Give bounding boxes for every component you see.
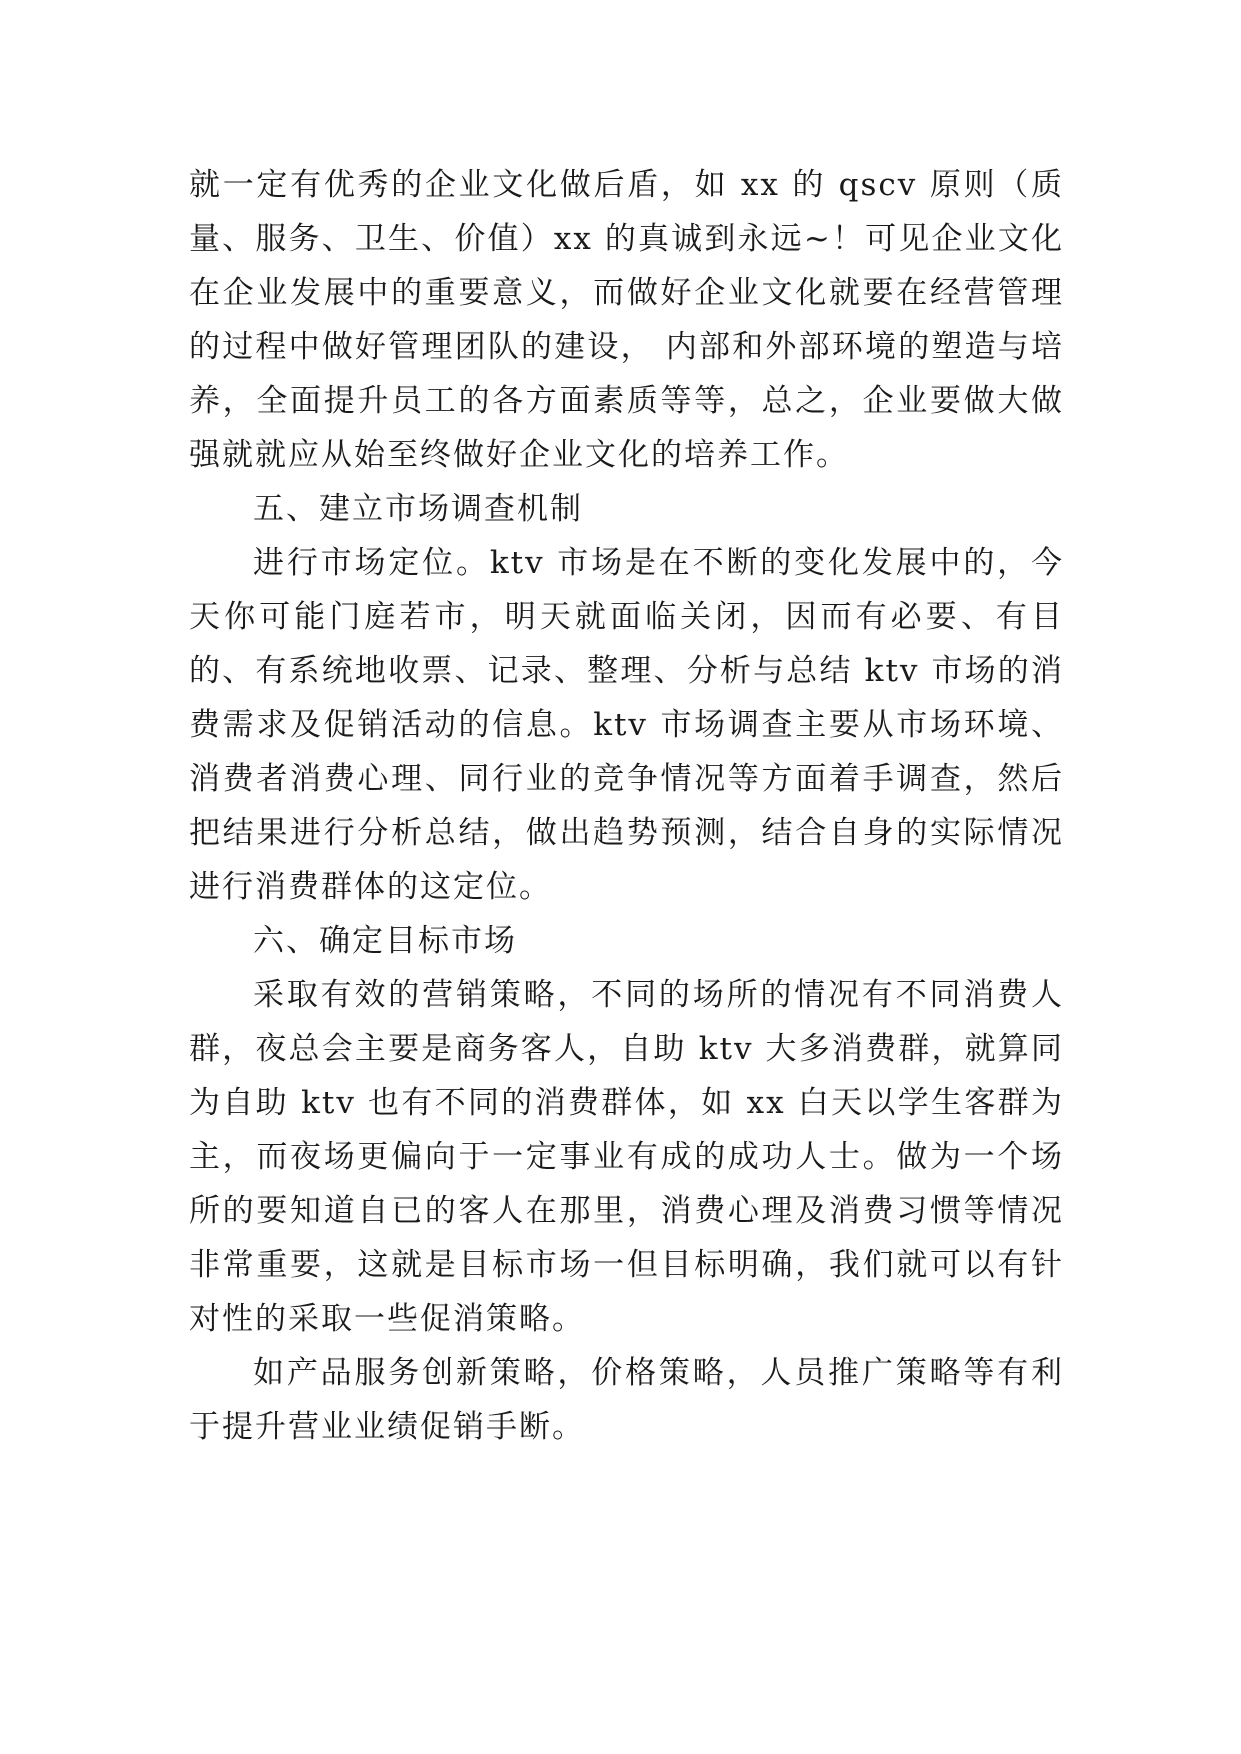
paragraph-promotion-strategy: 如产品服务创新策略，价格策略，人员推广策略等有利于提升营业业绩促销手断。 [189, 1355, 1064, 1445]
heading-market-research: 五、建立市场调查机制 [253, 491, 583, 527]
heading-target-market: 六、确定目标市场 [253, 923, 517, 959]
document-body [189, 158, 1064, 1454]
paragraph-enterprise-culture: 就一定有优秀的企业文化做后盾，如 xx 的 qscv 原则（质量、服务、卫生、价值）xx 的真诚到永远~！可见企业文化在企业发展中的重要意义，而做好企业文化就要在经营管理的过程中做好管理团队的建设， 内部和外部环境的塑造与培养，全面提升员工的各方面素质等等，总之，企业要做大做强就就应从始至终做好企业文化的培养工作。 [189, 167, 1064, 473]
paragraph-market-positioning: 进行市场定位。ktv 市场是在不断的变化发展中的，今天你可能门庭若市，明天就面临关闭，因而有必要、有目的、有系统地收票、记录、整理、分析与总结 ktv 市场的消费需求及促销活动的信息。ktv 市场调查主要从市场环境、消费者消费心理、同行业的竞争情况等方面着手调查，然后把结果进行分析总结，做出趋势预测，结合自身的实际情况进行消费群体的这定位。 [189, 545, 1064, 905]
paragraph-marketing-strategy: 采取有效的营销策略，不同的场所的情况有不同消费人群，夜总会主要是商务客人，自助 ktv 大多消费群，就算同为自助 ktv 也有不同的消费群体，如 xx 白天以学生客群为主，而夜场更偏向于一定事业有成的成功人士。做为一个场所的要知道自已的客人在那里，消费心理及消费习惯等情况非常重要，这就是目标市场一但目标明确，我们就可以有针对性的采取一些促消策略。 [189, 977, 1064, 1337]
